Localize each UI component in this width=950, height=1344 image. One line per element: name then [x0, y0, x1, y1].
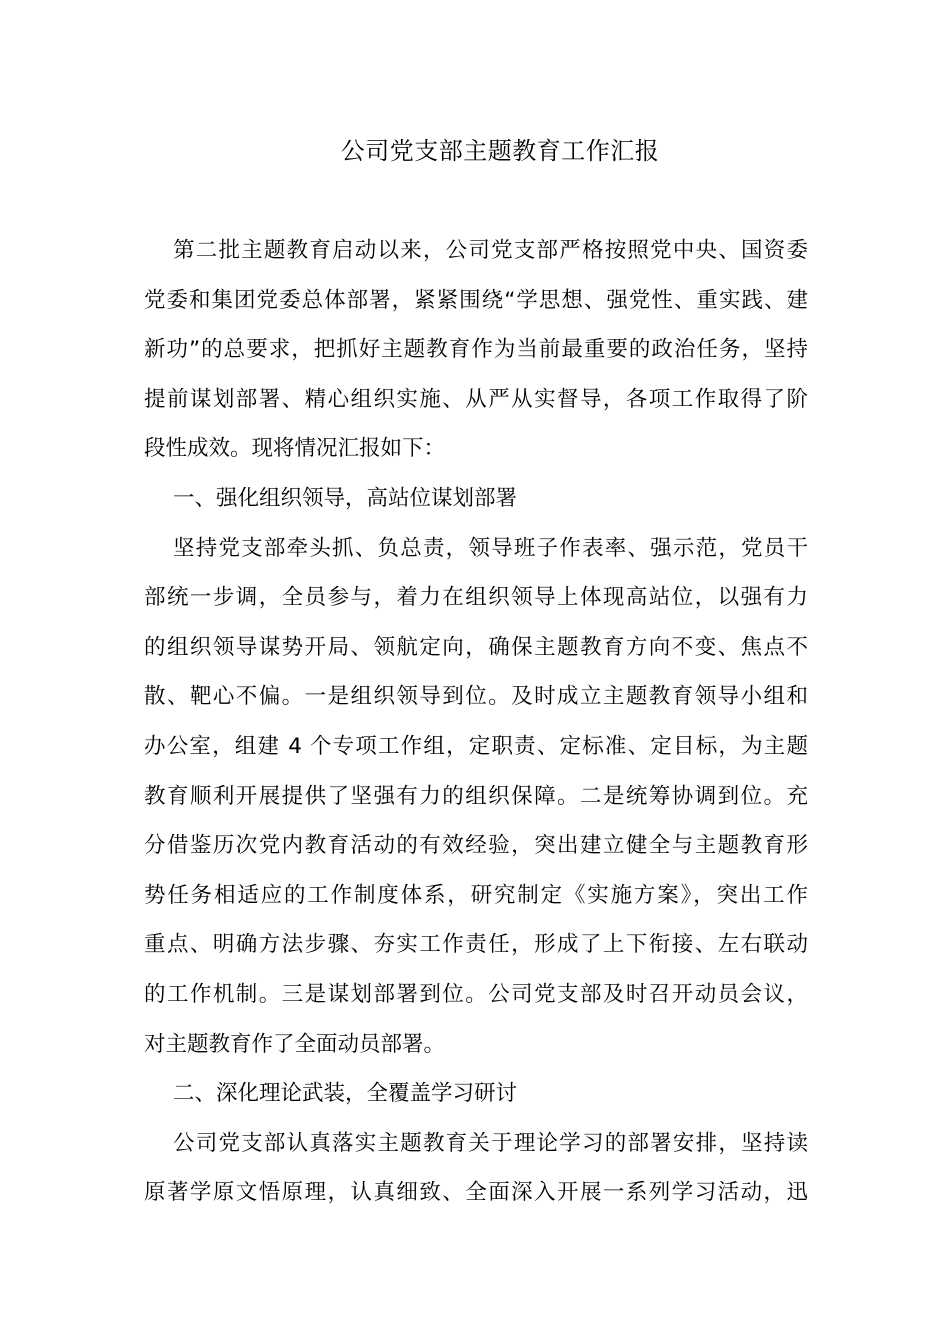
paragraph-line: 的工作机制。三是谋划部署到位。公司党支部及时召开动员会议，: [144, 981, 808, 1007]
paragraph-line: 重点、明确方法步骤、夯实工作责任，形成了上下衔接、左右联动: [144, 932, 808, 958]
paragraph-line: 分借鉴历次党内教育活动的有效经验，突出建立健全与主题教育形: [144, 833, 808, 859]
document-body: [144, 226, 808, 1218]
paragraph-line: 对主题教育作了全面动员部署。: [144, 1031, 446, 1057]
paragraph-line: 第二批主题教育启动以来，公司党支部严格按照党中央、国资委: [173, 238, 808, 263]
paragraph-line: 党委和集团党委总体部署，紧紧围绕“学思想、强党性、重实践、建: [144, 287, 808, 313]
paragraph-line: 的组织领导谋势开局、领航定向，确保主题教育方向不变、焦点不: [144, 634, 808, 660]
document-title: 公司党支部主题教育工作汇报: [340, 137, 660, 165]
paragraph-line: 原著学原文悟原理，认真细致、全面深入开展一系列学习活动，迅: [144, 1180, 808, 1206]
paragraph-line: 新功”的总要求，把抓好主题教育作为当前最重要的政治任务，坚持: [144, 337, 808, 363]
section-heading: 一、强化组织领导，高站位谋划部署: [173, 485, 518, 511]
paragraph-line: 教育顺利开展提供了坚强有力的组织保障。二是统筹协调到位。充: [144, 783, 808, 809]
paragraph-line: 坚持党支部牵头抓、负总责，领导班子作表率、强示范，党员干: [173, 535, 808, 561]
paragraph-line: 办公室，组建 4 个专项工作组，定职责、定标准、定目标，为主题: [144, 733, 808, 759]
paragraph-line: 提前谋划部署、精心组织实施、从严从实督导，各项工作取得了阶: [144, 386, 808, 412]
paragraph-line: 段性成效。现将情况汇报如下：: [144, 436, 446, 462]
paragraph-line: 部统一步调，全员参与，着力在组织领导上体现高站位，以强有力: [144, 585, 808, 611]
section-heading: 二、深化理论武装，全覆盖学习研讨: [173, 1081, 518, 1107]
paragraph-line: 公司党支部认真落实主题教育关于理论学习的部署安排，坚持读: [173, 1130, 808, 1156]
paragraph-line: 散、靶心不偏。一是组织领导到位。及时成立主题教育领导小组和: [144, 684, 808, 710]
paragraph-line: 势任务相适应的工作制度体系，研究制定《实施方案》，突出工作: [144, 882, 808, 908]
